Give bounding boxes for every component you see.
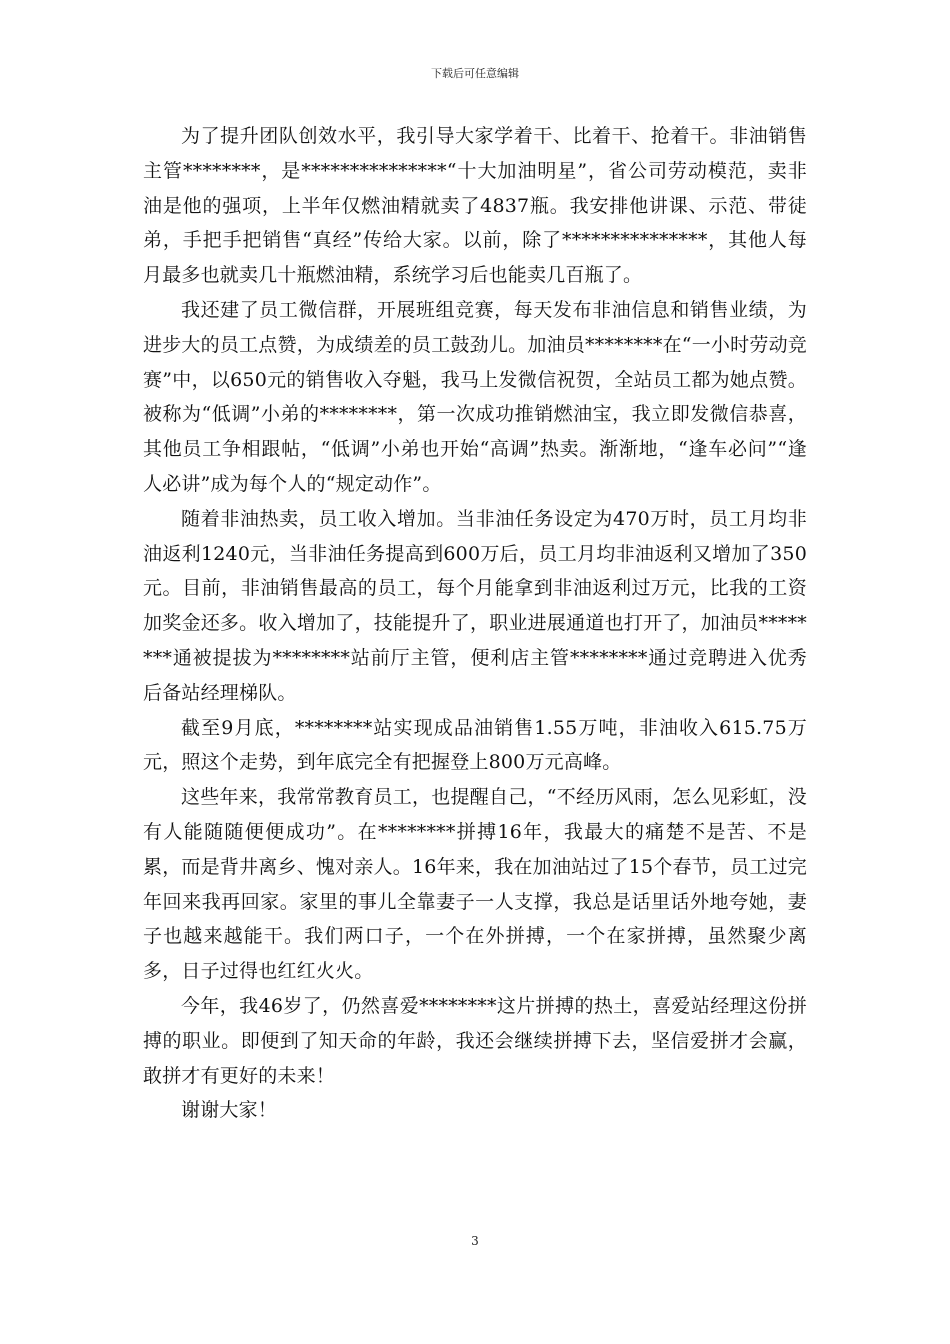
page-number: 3 <box>471 1234 479 1248</box>
paragraph-sixteen-years: 这些年来，我常常教育员工，也提醒自己，“不经历风雨，怎么见彩虹，没有人能随随便便成功”。在********拼搏16年，我最大的痛楚不是苦、不是累，而是背井离乡、愧对亲人。16年来，我在加油站过了15个春节，员工过完年回来我再回家。家里的事儿全靠妻子一人支撑，我总是话里话外地夸她，妻子也越来越能干。我们两口子，一个在外拼搏，一个在家拼搏，虽然聚少离多，日子过得也红红火火。 <box>143 786 807 983</box>
paragraph-this-year: 今年，我46岁了，仍然喜爱********这片拼搏的热土，喜爱站经理这份拼搏的职业。即便到了知天命的年龄，我还会继续拼搏下去，坚信爱拼才会赢，敢拼才有更好的未来！ <box>143 994 807 1087</box>
paragraph-wechat-group: 我还建了员工微信群，开展班组竞赛，每天发布非油信息和销售业绩，为进步大的员工点赞，为成绩差的员工鼓劲儿。加油员********在“一小时劳动竞赛”中，以650元的销售收入夺魁，我马上发微信祝贺，全站员工都为她点赞。被称为“低调”小弟的********，第一次成功推销燃油宝，我立即发微信恭喜，其他员工争相跟帖，“低调”小弟也开始“高调”热卖。渐渐地，“逢车必问”“逢人必讲”成为每个人的“规定动作”。 <box>143 298 807 495</box>
paragraph-income-increase: 随着非油热卖，员工收入增加。当非油任务设定为470万时，员工月均非油返利1240元，当非油任务提高到600万后，员工月均非油返利又增加了350元。目前，非油销售最高的员工，每个月能拿到非油返利过万元，比我的工资加奖金还多。收入增加了，技能提升了，职业进展通道也打开了，加油员********通被提拔为********站前厅主管，便利店主管********通过竞聘进入优秀后备站经理梯队。 <box>143 507 807 704</box>
paragraph-september-results: 截至9月底，********站实现成品油销售1.55万吨，非油收入615.75万元，照这个走势，到年底完全有把握登上800万元高峰。 <box>143 716 807 774</box>
paragraph-thanks: 谢谢大家！ <box>181 1099 278 1122</box>
page-header-note: 下载后可任意编辑 <box>431 67 519 80</box>
document-body <box>143 119 807 1128</box>
paragraph-team-efficiency: 为了提升团队创效水平，我引导大家学着干、比着干、抢着干。非油销售主管********，是***************“十大加油明星”，省公司劳动模范，卖非油是他的强项，上半年仅燃油精就卖了4837瓶。我安排他讲课、示范、带徒弟，手把手把销售“真经”传给大家。以前，除了***************，其他人每月最多也就卖几十瓶燃油精，系统学习后也能卖几百瓶了。 <box>143 125 807 287</box>
